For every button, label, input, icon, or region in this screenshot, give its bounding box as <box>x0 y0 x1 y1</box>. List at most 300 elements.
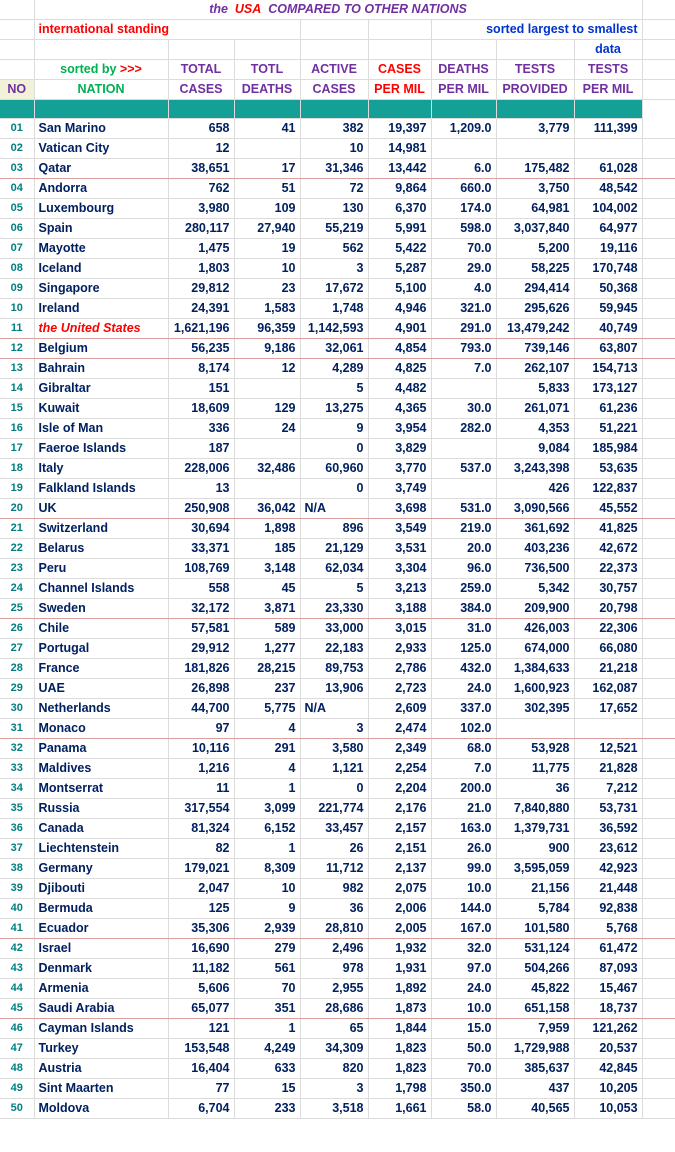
row-total-cases: 250,908 <box>168 499 234 519</box>
row-cases-per-mil: 1,823 <box>368 1039 431 1059</box>
row-active-cases: 221,774 <box>300 799 368 819</box>
row-nation: Germany <box>34 859 168 879</box>
row-deaths-per-mil: 70.0 <box>431 1059 496 1079</box>
row-deaths-per-mil: 125.0 <box>431 639 496 659</box>
row-nation: Singapore <box>34 279 168 299</box>
row-total-cases: 35,306 <box>168 919 234 939</box>
row-total-deaths: 4 <box>234 759 300 779</box>
row-total-deaths: 28,215 <box>234 659 300 679</box>
row-total-cases: 16,690 <box>168 939 234 959</box>
row-active-cases: 3,580 <box>300 739 368 759</box>
row-cases-per-mil: 4,825 <box>368 359 431 379</box>
row-total-deaths: 1,898 <box>234 519 300 539</box>
row-tests-per-mil: 41,825 <box>574 519 642 539</box>
row-active-cases: 0 <box>300 479 368 499</box>
row-deaths-per-mil: 7.0 <box>431 359 496 379</box>
row-number: 11 <box>0 319 34 339</box>
row-active-cases: 10 <box>300 139 368 159</box>
row-tests-per-mil: 30,757 <box>574 579 642 599</box>
row-tests-provided: 3,090,566 <box>496 499 574 519</box>
row-tests-per-mil: 162,087 <box>574 679 642 699</box>
row-tests-provided: 9,084 <box>496 439 574 459</box>
row-tests-provided: 11,775 <box>496 759 574 779</box>
table-row <box>0 179 675 199</box>
row-total-deaths <box>234 139 300 159</box>
row-cases-per-mil: 5,100 <box>368 279 431 299</box>
row-total-deaths: 3,871 <box>234 599 300 619</box>
row-total-cases: 77 <box>168 1079 234 1099</box>
row-number: 33 <box>0 759 34 779</box>
row-active-cases: 11,712 <box>300 859 368 879</box>
row-total-cases: 1,621,196 <box>168 319 234 339</box>
row-total-cases: 5,606 <box>168 979 234 999</box>
row-total-cases: 65,077 <box>168 999 234 1019</box>
table-row <box>0 439 675 459</box>
row-tests-provided: 45,822 <box>496 979 574 999</box>
row-tests-provided: 5,200 <box>496 239 574 259</box>
row-tests-provided: 64,981 <box>496 199 574 219</box>
row-number: 42 <box>0 939 34 959</box>
row-tests-per-mil: 50,368 <box>574 279 642 299</box>
row-active-cases: 26 <box>300 839 368 859</box>
row-nation: Ecuador <box>34 919 168 939</box>
row-active-cases: 2,496 <box>300 939 368 959</box>
row-nation: Monaco <box>34 719 168 739</box>
row-tests-per-mil: 92,838 <box>574 899 642 919</box>
row-total-cases: 280,117 <box>168 219 234 239</box>
row-total-cases: 30,694 <box>168 519 234 539</box>
row-active-cases: 3 <box>300 259 368 279</box>
row-tests-per-mil: 61,028 <box>574 159 642 179</box>
row-nation: Maldives <box>34 759 168 779</box>
row-deaths-per-mil: 99.0 <box>431 859 496 879</box>
row-number: 49 <box>0 1079 34 1099</box>
row-total-deaths: 633 <box>234 1059 300 1079</box>
row-total-deaths: 1,583 <box>234 299 300 319</box>
row-active-cases: 1,748 <box>300 299 368 319</box>
row-tests-provided: 209,900 <box>496 599 574 619</box>
row-cases-per-mil: 1,823 <box>368 1059 431 1079</box>
row-total-cases: 228,006 <box>168 459 234 479</box>
row-active-cases: 1,121 <box>300 759 368 779</box>
row-nation: Moldova <box>34 1099 168 1119</box>
row-deaths-per-mil: 1,209.0 <box>431 119 496 139</box>
row-tests-provided: 261,071 <box>496 399 574 419</box>
table-row <box>0 1019 675 1039</box>
row-total-deaths: 351 <box>234 999 300 1019</box>
row-active-cases: 62,034 <box>300 559 368 579</box>
table-row <box>0 999 675 1019</box>
row-total-deaths: 233 <box>234 1099 300 1119</box>
table-row <box>0 559 675 579</box>
row-tests-per-mil: 53,731 <box>574 799 642 819</box>
table-row <box>0 459 675 479</box>
row-total-cases: 108,769 <box>168 559 234 579</box>
row-tests-per-mil: 111,399 <box>574 119 642 139</box>
row-tests-provided: 101,580 <box>496 919 574 939</box>
row-tests-provided: 7,840,880 <box>496 799 574 819</box>
row-total-deaths: 1 <box>234 1019 300 1039</box>
row-tests-provided: 295,626 <box>496 299 574 319</box>
row-total-deaths: 4 <box>234 719 300 739</box>
table-row <box>0 639 675 659</box>
row-number: 50 <box>0 1099 34 1119</box>
row-deaths-per-mil: 144.0 <box>431 899 496 919</box>
row-tests-provided: 175,482 <box>496 159 574 179</box>
sorted-by-arrows: >>> <box>119 62 142 76</box>
row-deaths-per-mil: 432.0 <box>431 659 496 679</box>
row-total-deaths: 32,486 <box>234 459 300 479</box>
row-tests-provided <box>496 139 574 159</box>
row-total-cases: 11,182 <box>168 959 234 979</box>
row-deaths-per-mil: 70.0 <box>431 239 496 259</box>
row-total-cases: 187 <box>168 439 234 459</box>
row-tests-per-mil: 53,635 <box>574 459 642 479</box>
row-tests-provided: 21,156 <box>496 879 574 899</box>
row-number: 32 <box>0 739 34 759</box>
row-total-cases: 33,371 <box>168 539 234 559</box>
row-tests-per-mil: 20,537 <box>574 1039 642 1059</box>
header-active-cases-1: ACTIVE <box>300 60 368 80</box>
table-row <box>0 539 675 559</box>
row-nation: Belgium <box>34 339 168 359</box>
row-nation: Falkland Islands <box>34 479 168 499</box>
row-total-cases: 1,216 <box>168 759 234 779</box>
row-nation: Belarus <box>34 539 168 559</box>
row-tests-provided <box>496 719 574 739</box>
row-deaths-per-mil: 6.0 <box>431 159 496 179</box>
row-number: 34 <box>0 779 34 799</box>
row-number: 04 <box>0 179 34 199</box>
row-number: 48 <box>0 1059 34 1079</box>
row-total-cases: 12 <box>168 139 234 159</box>
row-active-cases: 3 <box>300 1079 368 1099</box>
row-deaths-per-mil: 15.0 <box>431 1019 496 1039</box>
row-tests-per-mil: 61,472 <box>574 939 642 959</box>
row-tests-provided: 403,236 <box>496 539 574 559</box>
row-active-cases: 23,330 <box>300 599 368 619</box>
row-deaths-per-mil: 167.0 <box>431 919 496 939</box>
row-tests-provided: 437 <box>496 1079 574 1099</box>
row-deaths-per-mil: 20.0 <box>431 539 496 559</box>
row-tests-per-mil: 36,592 <box>574 819 642 839</box>
row-tests-provided: 3,037,840 <box>496 219 574 239</box>
row-number: 22 <box>0 539 34 559</box>
row-cases-per-mil: 2,254 <box>368 759 431 779</box>
row-active-cases: 55,219 <box>300 219 368 239</box>
row-number: 07 <box>0 239 34 259</box>
row-tests-provided: 13,479,242 <box>496 319 574 339</box>
row-tests-provided: 3,779 <box>496 119 574 139</box>
row-active-cases: 130 <box>300 199 368 219</box>
subtitle-sorted-largest: sorted largest to smallest <box>431 20 642 40</box>
row-nation: Mayotte <box>34 239 168 259</box>
row-cases-per-mil: 2,723 <box>368 679 431 699</box>
row-deaths-per-mil <box>431 379 496 399</box>
row-number: 16 <box>0 419 34 439</box>
row-number: 45 <box>0 999 34 1019</box>
row-total-deaths: 3,148 <box>234 559 300 579</box>
row-nation: Montserrat <box>34 779 168 799</box>
row-active-cases: 32,061 <box>300 339 368 359</box>
row-active-cases: 382 <box>300 119 368 139</box>
table-row <box>0 1059 675 1079</box>
row-number: 31 <box>0 719 34 739</box>
row-deaths-per-mil: 174.0 <box>431 199 496 219</box>
row-number: 12 <box>0 339 34 359</box>
row-deaths-per-mil: 26.0 <box>431 839 496 859</box>
row-cases-per-mil: 6,370 <box>368 199 431 219</box>
row-total-deaths: 589 <box>234 619 300 639</box>
row-cases-per-mil: 5,991 <box>368 219 431 239</box>
row-active-cases: 33,457 <box>300 819 368 839</box>
row-cases-per-mil: 14,981 <box>368 139 431 159</box>
row-tests-provided: 736,500 <box>496 559 574 579</box>
table-row <box>0 1079 675 1099</box>
row-nation: Bermuda <box>34 899 168 919</box>
title-usa: USA <box>234 2 262 16</box>
row-tests-per-mil: 18,737 <box>574 999 642 1019</box>
table-row <box>0 899 675 919</box>
row-deaths-per-mil: 30.0 <box>431 399 496 419</box>
table-row <box>0 159 675 179</box>
row-total-deaths: 279 <box>234 939 300 959</box>
row-nation: Channel Islands <box>34 579 168 599</box>
row-number: 03 <box>0 159 34 179</box>
row-tests-provided: 504,266 <box>496 959 574 979</box>
row-number: 28 <box>0 659 34 679</box>
table-row <box>0 619 675 639</box>
row-cases-per-mil: 3,015 <box>368 619 431 639</box>
row-total-cases: 153,548 <box>168 1039 234 1059</box>
table-row <box>0 419 675 439</box>
row-total-deaths: 1,277 <box>234 639 300 659</box>
row-number: 43 <box>0 959 34 979</box>
row-deaths-per-mil: 24.0 <box>431 679 496 699</box>
row-tests-per-mil: 66,080 <box>574 639 642 659</box>
row-tests-per-mil: 7,212 <box>574 779 642 799</box>
row-nation: Saudi Arabia <box>34 999 168 1019</box>
table-row <box>0 1099 675 1119</box>
row-total-deaths: 45 <box>234 579 300 599</box>
row-cases-per-mil: 3,749 <box>368 479 431 499</box>
row-number: 01 <box>0 119 34 139</box>
sheet-title <box>34 0 642 20</box>
row-nation: Liechtenstein <box>34 839 168 859</box>
row-tests-provided: 1,384,633 <box>496 659 574 679</box>
row-deaths-per-mil: 58.0 <box>431 1099 496 1119</box>
row-active-cases: 22,183 <box>300 639 368 659</box>
row-nation: UK <box>34 499 168 519</box>
table-row <box>0 879 675 899</box>
row-tests-provided: 4,353 <box>496 419 574 439</box>
row-tests-per-mil: 121,262 <box>574 1019 642 1039</box>
row-number: 41 <box>0 919 34 939</box>
row-nation: Portugal <box>34 639 168 659</box>
row-number: 46 <box>0 1019 34 1039</box>
row-total-deaths: 15 <box>234 1079 300 1099</box>
row-total-deaths: 3,099 <box>234 799 300 819</box>
row-tests-per-mil: 63,807 <box>574 339 642 359</box>
header-total-cases-2: CASES <box>168 80 234 100</box>
row-tests-per-mil: 12,521 <box>574 739 642 759</box>
row-deaths-per-mil <box>431 139 496 159</box>
row-total-deaths: 8,309 <box>234 859 300 879</box>
row-nation: Israel <box>34 939 168 959</box>
row-cases-per-mil: 2,349 <box>368 739 431 759</box>
table-row <box>0 919 675 939</box>
row-number: 36 <box>0 819 34 839</box>
row-total-deaths: 129 <box>234 399 300 419</box>
row-number: 35 <box>0 799 34 819</box>
row-cases-per-mil: 3,954 <box>368 419 431 439</box>
row-total-deaths: 96,359 <box>234 319 300 339</box>
row-tests-provided: 385,637 <box>496 1059 574 1079</box>
row-total-deaths: 10 <box>234 879 300 899</box>
row-number: 39 <box>0 879 34 899</box>
row-total-cases: 317,554 <box>168 799 234 819</box>
table-row <box>0 719 675 739</box>
row-deaths-per-mil: 96.0 <box>431 559 496 579</box>
row-nation: Vatican City <box>34 139 168 159</box>
row-active-cases: 978 <box>300 959 368 979</box>
row-tests-per-mil: 20,798 <box>574 599 642 619</box>
row-number: 30 <box>0 699 34 719</box>
header-divider-bar <box>0 100 675 119</box>
row-active-cases: 1,142,593 <box>300 319 368 339</box>
row-tests-per-mil: 64,977 <box>574 219 642 239</box>
row-deaths-per-mil: 200.0 <box>431 779 496 799</box>
row-deaths-per-mil: 10.0 <box>431 879 496 899</box>
row-deaths-per-mil: 32.0 <box>431 939 496 959</box>
row-cases-per-mil: 2,005 <box>368 919 431 939</box>
row-total-cases: 11 <box>168 779 234 799</box>
table-row <box>0 699 675 719</box>
row-total-cases: 658 <box>168 119 234 139</box>
row-total-cases: 26,898 <box>168 679 234 699</box>
row-total-cases: 2,047 <box>168 879 234 899</box>
row-tests-per-mil: 51,221 <box>574 419 642 439</box>
table-row <box>0 319 675 339</box>
row-tests-provided: 739,146 <box>496 339 574 359</box>
row-tests-provided: 58,225 <box>496 259 574 279</box>
row-total-cases: 179,021 <box>168 859 234 879</box>
sorted-by-text: sorted by <box>60 62 117 76</box>
row-nation: Djibouti <box>34 879 168 899</box>
row-cases-per-mil: 1,932 <box>368 939 431 959</box>
row-nation: Iceland <box>34 259 168 279</box>
row-cases-per-mil: 4,901 <box>368 319 431 339</box>
row-deaths-per-mil: 259.0 <box>431 579 496 599</box>
row-deaths-per-mil: 291.0 <box>431 319 496 339</box>
table-row <box>0 139 675 159</box>
row-active-cases: 820 <box>300 1059 368 1079</box>
table-row <box>0 1039 675 1059</box>
row-tests-per-mil: 21,828 <box>574 759 642 779</box>
row-total-deaths: 4,249 <box>234 1039 300 1059</box>
table-row <box>0 339 675 359</box>
row-cases-per-mil: 1,661 <box>368 1099 431 1119</box>
row-cases-per-mil: 3,698 <box>368 499 431 519</box>
row-tests-per-mil: 21,448 <box>574 879 642 899</box>
row-tests-provided: 5,342 <box>496 579 574 599</box>
row-total-deaths: 9,186 <box>234 339 300 359</box>
row-active-cases: 28,686 <box>300 999 368 1019</box>
row-number: 47 <box>0 1039 34 1059</box>
row-active-cases: 3,518 <box>300 1099 368 1119</box>
row-total-cases: 558 <box>168 579 234 599</box>
row-total-cases: 1,803 <box>168 259 234 279</box>
row-nation: Russia <box>34 799 168 819</box>
row-tests-provided: 1,729,988 <box>496 1039 574 1059</box>
row-total-cases: 3,980 <box>168 199 234 219</box>
row-tests-provided: 302,395 <box>496 699 574 719</box>
table-row <box>0 259 675 279</box>
row-tests-provided: 1,379,731 <box>496 819 574 839</box>
row-nation: Peru <box>34 559 168 579</box>
header-tests-provided-2: PROVIDED <box>496 80 574 100</box>
row-number: 38 <box>0 859 34 879</box>
subtitle-international-standing: international standing <box>34 20 300 40</box>
row-total-cases: 32,172 <box>168 599 234 619</box>
row-total-deaths: 10 <box>234 259 300 279</box>
row-number: 13 <box>0 359 34 379</box>
row-nation: Switzerland <box>34 519 168 539</box>
header-deaths-per-mil-2: PER MIL <box>431 80 496 100</box>
header-cases-per-mil-1: CASES <box>368 60 431 80</box>
row-tests-per-mil: 42,923 <box>574 859 642 879</box>
row-cases-per-mil: 3,770 <box>368 459 431 479</box>
header-total-deaths-2: DEATHS <box>234 80 300 100</box>
row-active-cases: 0 <box>300 779 368 799</box>
row-deaths-per-mil: 531.0 <box>431 499 496 519</box>
row-deaths-per-mil: 350.0 <box>431 1079 496 1099</box>
row-total-cases: 1,475 <box>168 239 234 259</box>
row-total-cases: 121 <box>168 1019 234 1039</box>
row-active-cases: 5 <box>300 379 368 399</box>
row-number: 10 <box>0 299 34 319</box>
table-row <box>0 379 675 399</box>
row-active-cases: 28,810 <box>300 919 368 939</box>
table-row <box>0 499 675 519</box>
row-cases-per-mil: 2,006 <box>368 899 431 919</box>
row-total-deaths <box>234 479 300 499</box>
row-deaths-per-mil <box>431 479 496 499</box>
row-total-cases: 29,812 <box>168 279 234 299</box>
table-row <box>0 299 675 319</box>
row-total-cases: 29,912 <box>168 639 234 659</box>
row-nation: Canada <box>34 819 168 839</box>
row-cases-per-mil: 2,474 <box>368 719 431 739</box>
row-total-cases: 336 <box>168 419 234 439</box>
row-deaths-per-mil: 321.0 <box>431 299 496 319</box>
data-label: data <box>574 40 642 60</box>
row-deaths-per-mil: 10.0 <box>431 999 496 1019</box>
row-active-cases: 72 <box>300 179 368 199</box>
table-row <box>0 939 675 959</box>
row-tests-provided: 900 <box>496 839 574 859</box>
row-tests-provided: 674,000 <box>496 639 574 659</box>
row-active-cases: 65 <box>300 1019 368 1039</box>
row-active-cases: 982 <box>300 879 368 899</box>
header-total-cases-1: TOTAL <box>168 60 234 80</box>
row-cases-per-mil: 1,798 <box>368 1079 431 1099</box>
row-cases-per-mil: 4,946 <box>368 299 431 319</box>
row-tests-provided: 262,107 <box>496 359 574 379</box>
row-nation: Spain <box>34 219 168 239</box>
table-row <box>0 519 675 539</box>
row-nation: France <box>34 659 168 679</box>
